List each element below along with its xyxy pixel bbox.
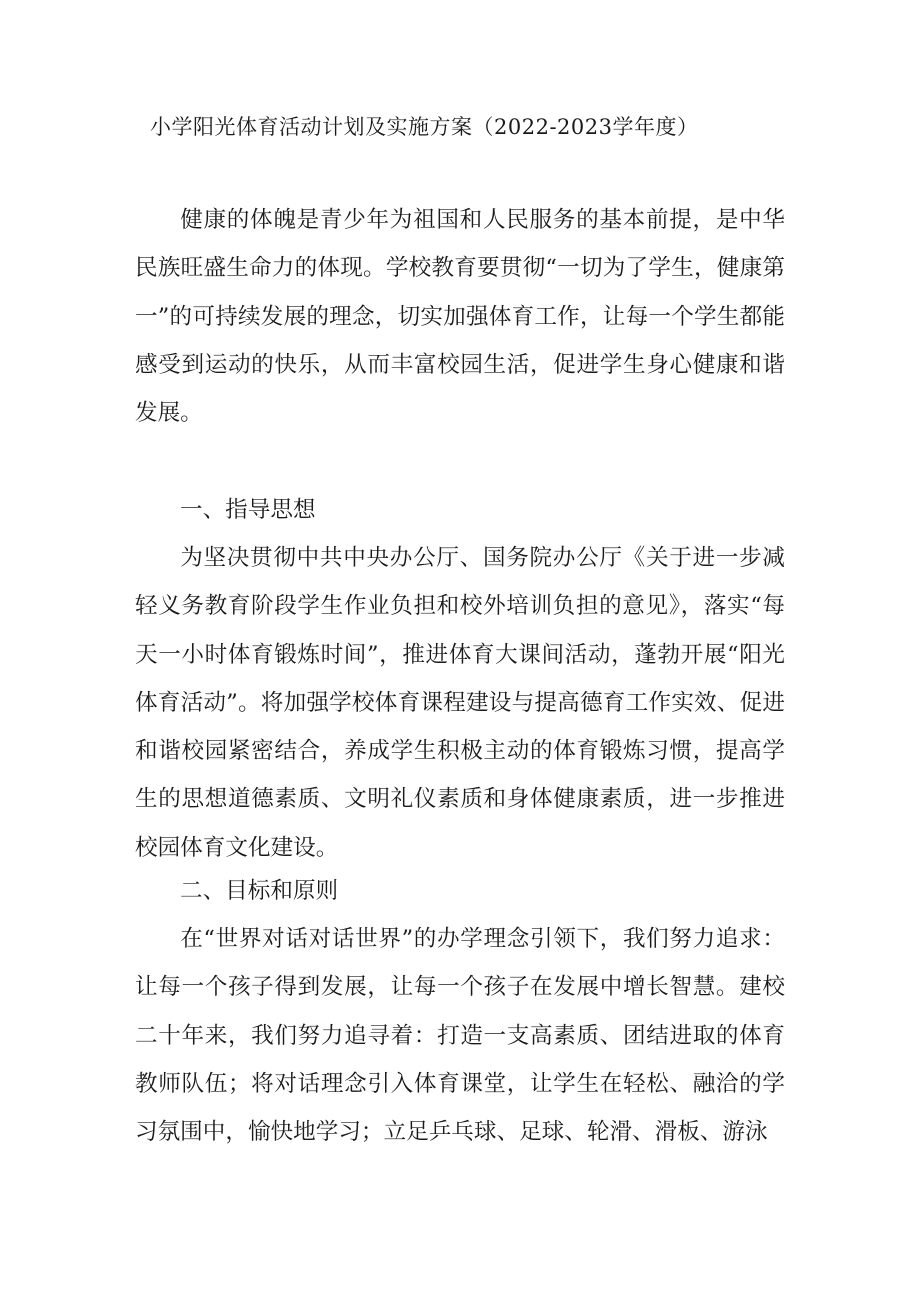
intro-paragraph: 健康的体魄是青少年为祖国和人民服务的基本前提，是中华民族旺盛生命力的体现。学校教育要贯彻“一切为了学生，健康第一”的可持续发展的理念，切实加强体育工作，让每一个学生都能感受到运动的快乐，从而丰富校园生活，促进学生身心健康和谐发展。 — [135, 207, 785, 427]
document-title: 小学阳光体育活动计划及实施方案（2022-2023学年度） — [150, 115, 699, 139]
section-heading-guiding-ideology: 一、指导思想 — [180, 497, 316, 523]
section-paragraph-goals-principles: 在“世界对话对话世界”的办学理念引领下，我们努力追求：让每一个孩子得到发展，让每一个孩子在发展中增长智慧。建校二十年来，我们努力追寻着：打造一支高素质、团结进取的体育教师队伍；将对话理念引入体育课堂，让学生在轻松、融洽的学习氛围中，愉快地学习；立足乒乓球、足球、轮滑、滑板、游泳 — [135, 926, 785, 1146]
section-paragraph-guiding-ideology: 为坚决贯彻中共中央办公厅、国务院办公厅《关于进一步减轻义务教育阶段学生作业负担和校外培训负担的意见》，落实“每天一小时体育锻炼时间”，推进体育大课间活动，蓬勃开展“阳光体育活动”。将加强学校体育课程建设与提高德育工作实效、促进和谐校园紧密结合，养成学生积极主动的体育锻炼习惯，提高学生的思想道德素质、文明礼仪素质和身体健康素质，进一步推进校园体育文化建设。 — [135, 545, 785, 861]
section-heading-goals-principles: 二、目标和原则 — [180, 878, 339, 904]
